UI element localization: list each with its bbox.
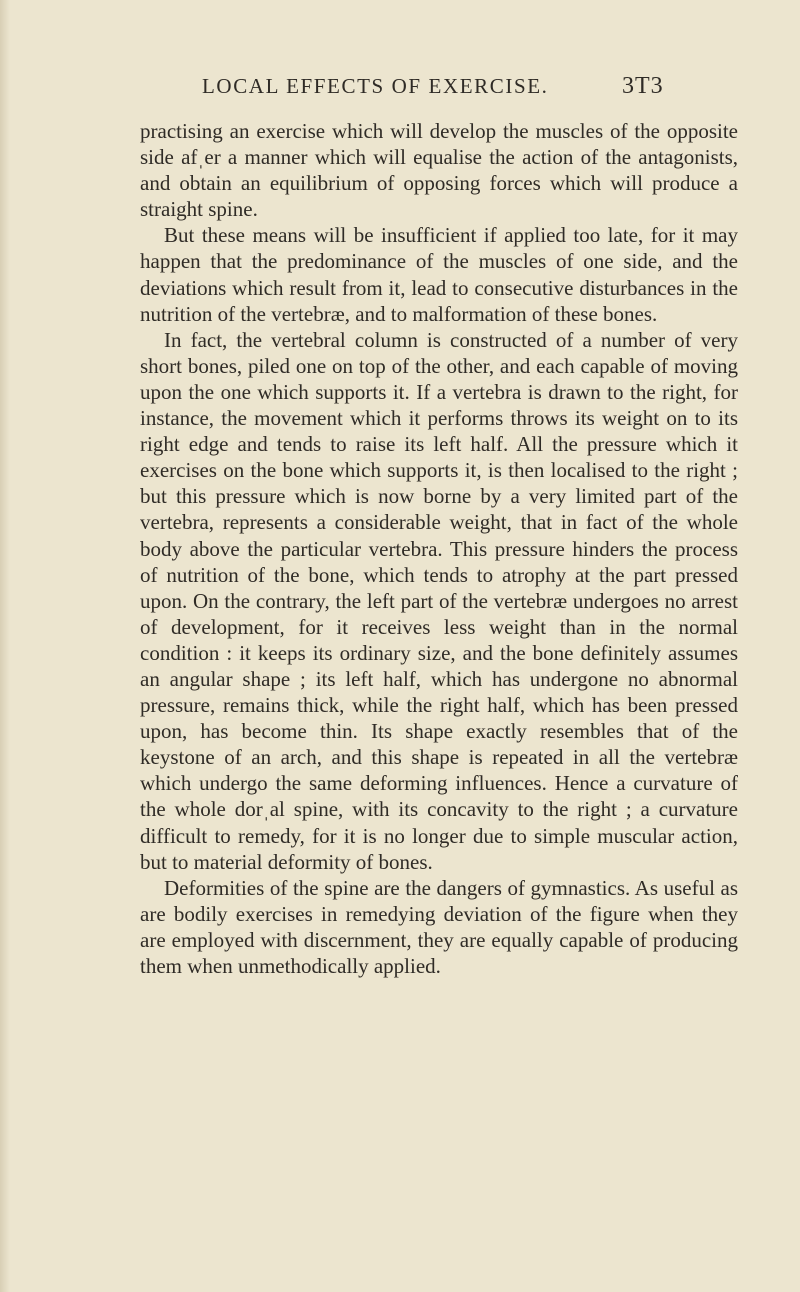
running-title: LOCAL EFFECTS OF EXERCISE. [202, 74, 549, 98]
paragraph: Deformities of the spine are the dangers of gymnastics. As useful as are bodily exercises in remedying deviation of the figure when they are employed with discernment, they are equally capable of producing them when unmethodically applied. [140, 875, 738, 978]
paragraph: In fact, the vertebral column is constructed of a number of very short bones, piled one on top of the other, and each capable of moving upon the one which supports it. If a vertebra is drawn to the right, for instance, the movement which it performs throws its weight on to its right edge and tends to raise its left half. All the pressure which it exercises on the bone which supports it, is then localised to the right ; but this pressure which is now borne by a very limited part of the vertebra, represents a considerable weight, that in fact of the whole body above the particular vertebra. This pressure hinders the process of nutrition of the bone, which tends to atrophy at the part pressed upon. On the contrary, the left part of the vertebræ undergoes no arrest of development, for it receives less weight than in the normal condition : it keeps its ordinary size, and the bone definitely assumes an angular shape ; its left half, which has undergone no abnormal pressure, remains thick, while the right half, which has been pressed upon, has become thin. Its shape exactly resembles that of the keystone of an arch, and this shape is repeated in all the vertebræ which undergo the same deforming influences. Hence a curvature of the whole dorˌal spine, with its concavity to the right ; a curvature difficult to remedy, for it is no longer due to simple muscular action, but to material deformity of bones. [140, 327, 738, 874]
page-edge [0, 0, 10, 1292]
page-number: 3T3 [622, 73, 664, 99]
body-text [140, 118, 738, 979]
paragraph: But these means will be insufficient if applied too late, for it may happen that the predominance of the muscles of one side, and the deviations which result from it, lead to consecutive disturbances in the nutrition of the vertebræ, and to malformation of these bones. [140, 223, 738, 326]
page-header [0, 74, 800, 110]
paragraph-continuation: practising an exercise which will develop the muscles of the opposite side afˌer a manner which will equalise the action of the antagonists, and obtain an equilibrium of opposing forces which will produce a straight spine. [140, 119, 738, 222]
